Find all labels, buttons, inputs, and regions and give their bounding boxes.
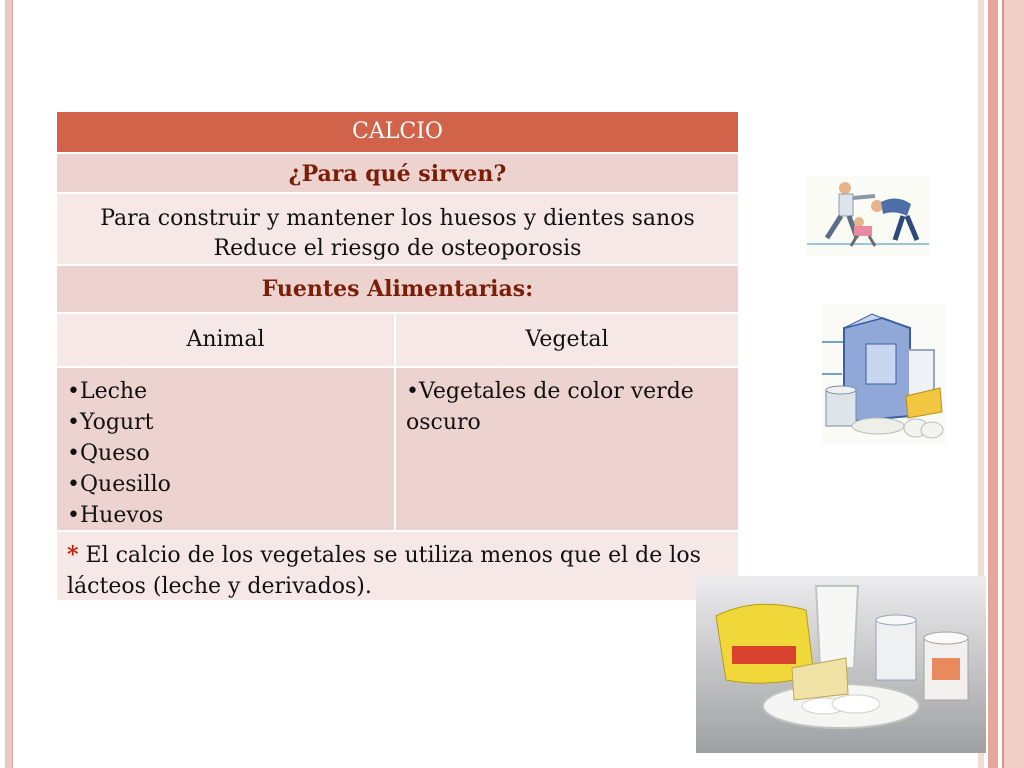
table-uses: [57, 194, 738, 266]
vegetal-sources-list: [406, 376, 728, 438]
exercise-illustration-graphic: [807, 176, 929, 256]
animal-sources-list: [67, 376, 384, 531]
note-asterisk: *: [67, 542, 79, 568]
dairy-illustration-graphic: [822, 304, 946, 444]
use-line: Para construir y mantener los huesos y dientes sanos: [100, 206, 695, 231]
vegetal-sources-cell: [396, 368, 738, 530]
dairy-products-illustration: [822, 304, 946, 444]
dairy-photo-graphic: [696, 576, 986, 753]
column-header-vegetal: Vegetal: [525, 327, 609, 352]
use-line: Reduce el riesgo de osteoporosis: [213, 236, 582, 261]
slide-right-border-stripe: [1002, 0, 1024, 768]
sources-heading: Fuentes Alimentarias:: [57, 266, 738, 314]
slide-right-border-stripe: [988, 0, 998, 768]
column-header-animal: Animal: [57, 314, 396, 366]
list-item: • Queso: [67, 438, 384, 469]
table-note: [57, 532, 738, 602]
list-item: • Vegetales de color verde oscuro: [406, 376, 728, 438]
dairy-products-photo: [696, 576, 986, 753]
source-lists: [57, 368, 738, 532]
list-item: • Leche: [67, 376, 384, 407]
note-text: El calcio de los vegetales se utiliza menos que el de los lácteos (leche y derivados).: [67, 543, 701, 599]
list-item: • Quesillo: [67, 469, 384, 500]
list-item: • Yogurt: [67, 407, 384, 438]
table-title: CALCIO: [57, 112, 738, 154]
source-columns-header: [57, 314, 738, 368]
exercise-people-illustration: [807, 176, 929, 256]
animal-sources-cell: [57, 368, 396, 530]
list-item: • Huevos: [67, 500, 384, 531]
calcium-table: [57, 112, 738, 602]
slide-left-border: [5, 0, 13, 768]
table-question: ¿Para qué sirven?: [57, 154, 738, 194]
